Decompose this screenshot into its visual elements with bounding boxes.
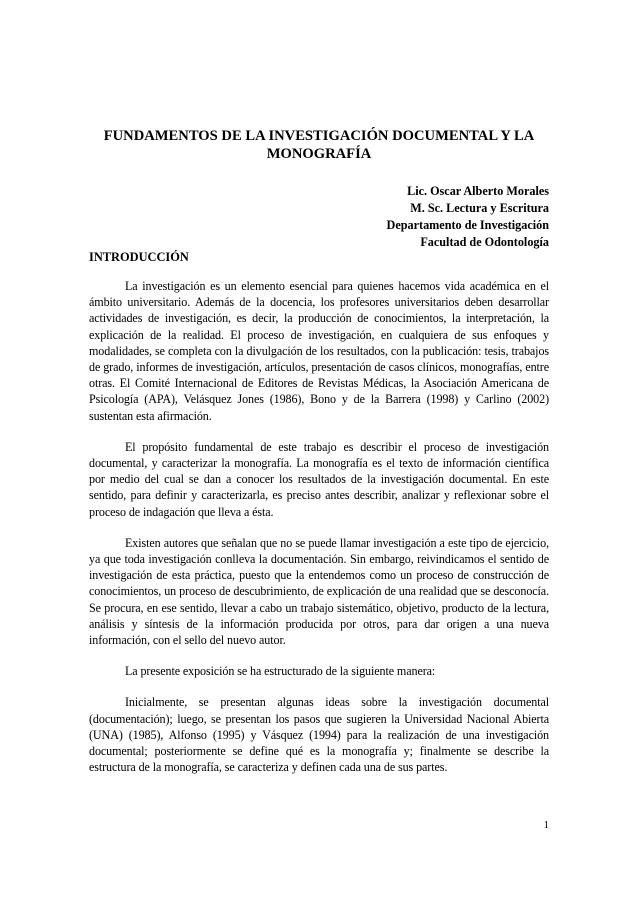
paragraph: El propósito fundamental de este trabajo es describir el proceso de investigación documental, y caracterizar la monografía. La monografía es el texto de información científica por medio del cual se dan a conocer los resultados de la investigación documental. En este sentido, para definir y caracterizarla, es preciso antes describir, analizar y reflexionar sobre el proceso de indagación que lleva a ésta.	[89, 439, 549, 519]
paragraph: La presente exposición se ha estructurado de la siguiente manera:	[125, 664, 436, 679]
title-line-2: MONOGRAFÍA	[266, 146, 372, 162]
document-body	[89, 278, 549, 790]
author-degree: M. Sc. Lectura y Escritura	[410, 201, 549, 215]
paragraph: La investigación es un elemento esencial para quienes hacemos vida académica en el ámbito universitario. Además de la docencia, los profesores universitarios deben desarrollar actividades de investigación, es decir, la producción de conocimientos, la interpretación, la explicación de la realidad. El proceso de investigación, en cualquiera de sus enfoques y modalidades, se completa con la divulgación de los resultados, con la publicación: tesis, trabajos de grado, informes de investigación, artículos, presentación de casos clínicos, monografías, entre otras. El Comité Internacional de Editores de Revistas Médicas, la Asociación Americana de Psicología (APA), Velásquez Jones (1986), Bono y de la Barrera (1998) y Carlino (2002) sustentan esta afirmación.	[89, 279, 549, 423]
section-heading: INTRODUCCIÓN	[89, 250, 189, 264]
title-line-1: FUNDAMENTOS DE LA INVESTIGACIÓN DOCUMENTAL Y LA	[103, 128, 535, 144]
paragraph: Inicialmente, se presentan algunas ideas sobre la investigación documental (documentación); luego, se presentan los pasos que sugieren la Universidad Nacional Abierta (UNA) (1985), Alfonso (1995) y Vásquez (1994) para la realización de una investigación documental; posteriormente se define qué es la monografía y; finalmente se describe la estructura de la monografía, se caracteriza y definen cada una de sus partes.	[89, 695, 549, 775]
author-name: Lic. Oscar Alberto Morales	[407, 184, 549, 198]
author-block	[387, 183, 549, 251]
author-faculty: Facultad de Odontología	[420, 235, 549, 249]
paragraph: Existen autores que señalan que no se puede llamar investigación a este tipo de ejercicio, ya que toda investigación conlleva la documentación. Sin embargo, reivindicamos el sentido de investigación de esta práctica, puesto que la entendemos como un proceso de construcción de conocimientos, un proceso de descubrimiento, de explicación de una realidad que se desconocía. Se procura, en ese sentido, llevar a cabo un trabajo sistemático, objetivo, producto de la lectura, análisis y síntesis de la información producida por otros, para dar origen a una nueva información, con el sello del nuevo autor.	[89, 535, 549, 648]
document-title	[89, 127, 549, 163]
page-number: 1	[543, 819, 549, 831]
author-department: Departamento de Investigación	[386, 218, 549, 232]
